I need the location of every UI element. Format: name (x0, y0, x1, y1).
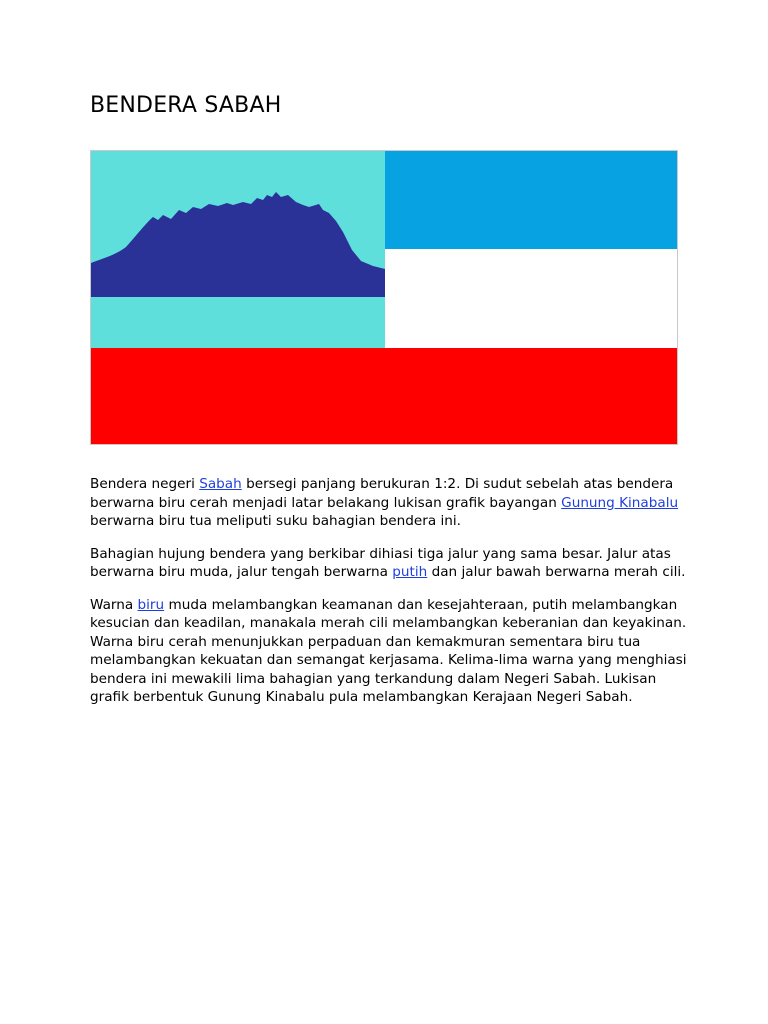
link-sabah[interactable]: Sabah (199, 476, 242, 492)
page-title: BENDERA SABAH (90, 93, 282, 118)
flag-stripe-red (91, 348, 677, 444)
link-biru[interactable]: biru (137, 596, 165, 613)
sabah-flag-image (90, 150, 678, 445)
flag-stripe-white (385, 249, 677, 348)
paragraph-1: Bendera negeri Sabah bersegi panjang berukuran 1:2. Di sudut sebelah atas bendera berwarna biru cerah menjadi latar belakang lukisan grafik bayangan Gunung Kinabalu berwarna biru tua meliputi suku bahagian bendera ini. (90, 476, 679, 529)
link-gunung-kinabalu[interactable]: Gunung Kinabalu (561, 494, 679, 511)
article-body (90, 475, 690, 721)
paragraph-3: Warna biru muda melambangkan keamanan dan kesejahteraan, putih melambangkan kesucian dan keadilan, manakala merah cili melambangkan keberanian dan keyakinan. Warna biru cerah menunjukkan perpaduan dan kemakmuran sementara biru tua melambangkan kekuatan dan semangat kerjasama. Kelima-lima warna yang menghiasi bendera ini mewakili lima bahagian yang terkandung dalam Negeri Sabah. Lukisan grafik berbentuk Gunung Kinabalu pula melambangkan Kerajaan Negeri Sabah. (90, 596, 687, 705)
flag-stripe-blue (385, 151, 677, 249)
link-putih[interactable]: putih (392, 564, 428, 580)
paragraph-2: Bahagian hujung bendera yang berkibar dihiasi tiga jalur yang sama besar. Jalur atas berwarna biru muda, jalur tengah berwarna putih dan jalur bawah berwarna merah cili. (90, 545, 686, 580)
